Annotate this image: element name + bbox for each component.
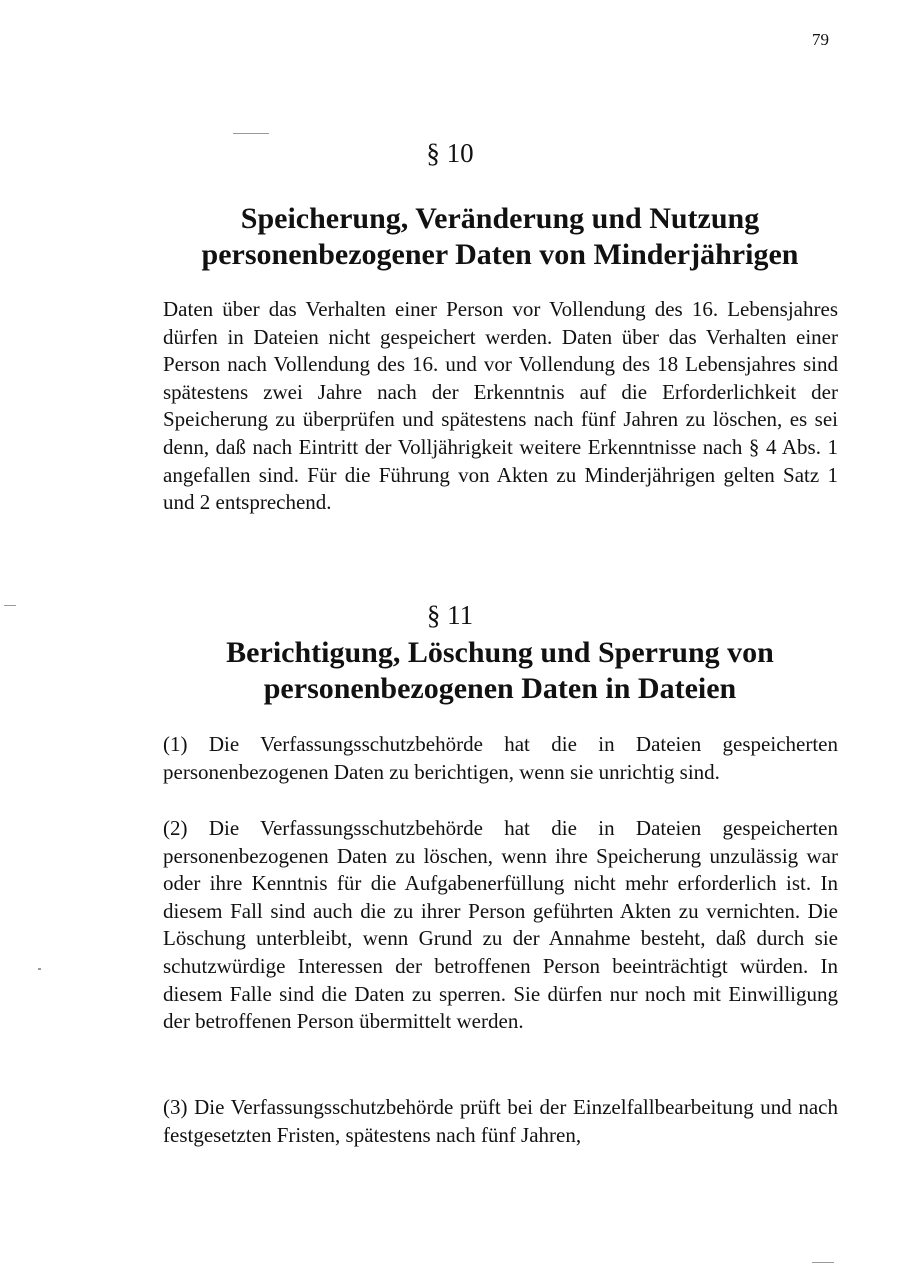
section-10-title-line2: personenbezogener Daten von Minderjährigen (201, 238, 799, 271)
section-11-paragraph-3: (3) Die Verfassungsschutzbehörde prüft bei der Einzelfallbearbeitung und nach festgesetzten Fristen, spätestens nach fünf Jahren, (163, 1095, 838, 1147)
section-10-title-line1: Speicherung, Veränderung und Nutzung (240, 202, 760, 235)
page-number: 79 (812, 30, 829, 49)
section-10-paragraph: Daten über das Verhalten einer Person vor Vollendung des 16. Lebensjahres dürfen in Dateien nicht gespeichert werden. Daten über das Verhalten einer Person nach Vollendung des 16. und vor Vollendung des 18 Lebensjahres sind spätestens zwei Jahre nach der Erkenntnis auf die Erforderlichkeit der Speicherung zu überprüfen und spätestens nach fünf Jahren zu löschen, es sei denn, daß nach Eintritt der Volljährigkeit weitere Erkenntnisse nach § 4 Abs. 1 angefallen sind. Für die Führung von Akten zu Minderjährigen gelten Satz 1 und 2 entsprechend. (163, 297, 838, 515)
section-11-title-line2: personenbezogenen Daten in Dateien (263, 672, 737, 705)
section-11-mark: § 11 (426, 600, 474, 630)
section-11-paragraph-2: (2) Die Verfassungsschutzbehörde hat die in Dateien gespeicherten personenbezogenen Daten zu löschen, wenn ihre Speicherung unzulässig war oder ihre Kenntnis für die Aufgabenerfüllung nicht mehr erforderlich ist. In diesem Fall sind auch die zu ihrer Person geführten Akten zu vernichten. Die Löschung unterbleibt, wenn Grund zu der Annahme besteht, daß durch sie schutzwürdige Interessen der betroffenen Person beeinträchtigt würden. In diesem Falle sind die Daten zu sperren. Sie dürfen nur noch mit Einwilligung der betroffenen Person übermittelt werden. (163, 816, 838, 1034)
scan-speck (812, 1262, 834, 1263)
section-10-mark: § 10 (426, 138, 474, 168)
section-10-title (0, 201, 900, 273)
scan-speck (38, 968, 41, 970)
section-11-title-line1: Berichtigung, Löschung und Sperrung von (226, 636, 774, 669)
section-11-paragraph-1: (1) Die Verfassungsschutzbehörde hat die in Dateien gespeicherten personenbezogenen Daten zu berichtigen, wenn sie unrichtig sind. (163, 732, 838, 784)
section-11-title (0, 635, 900, 707)
scan-speck (233, 133, 269, 134)
